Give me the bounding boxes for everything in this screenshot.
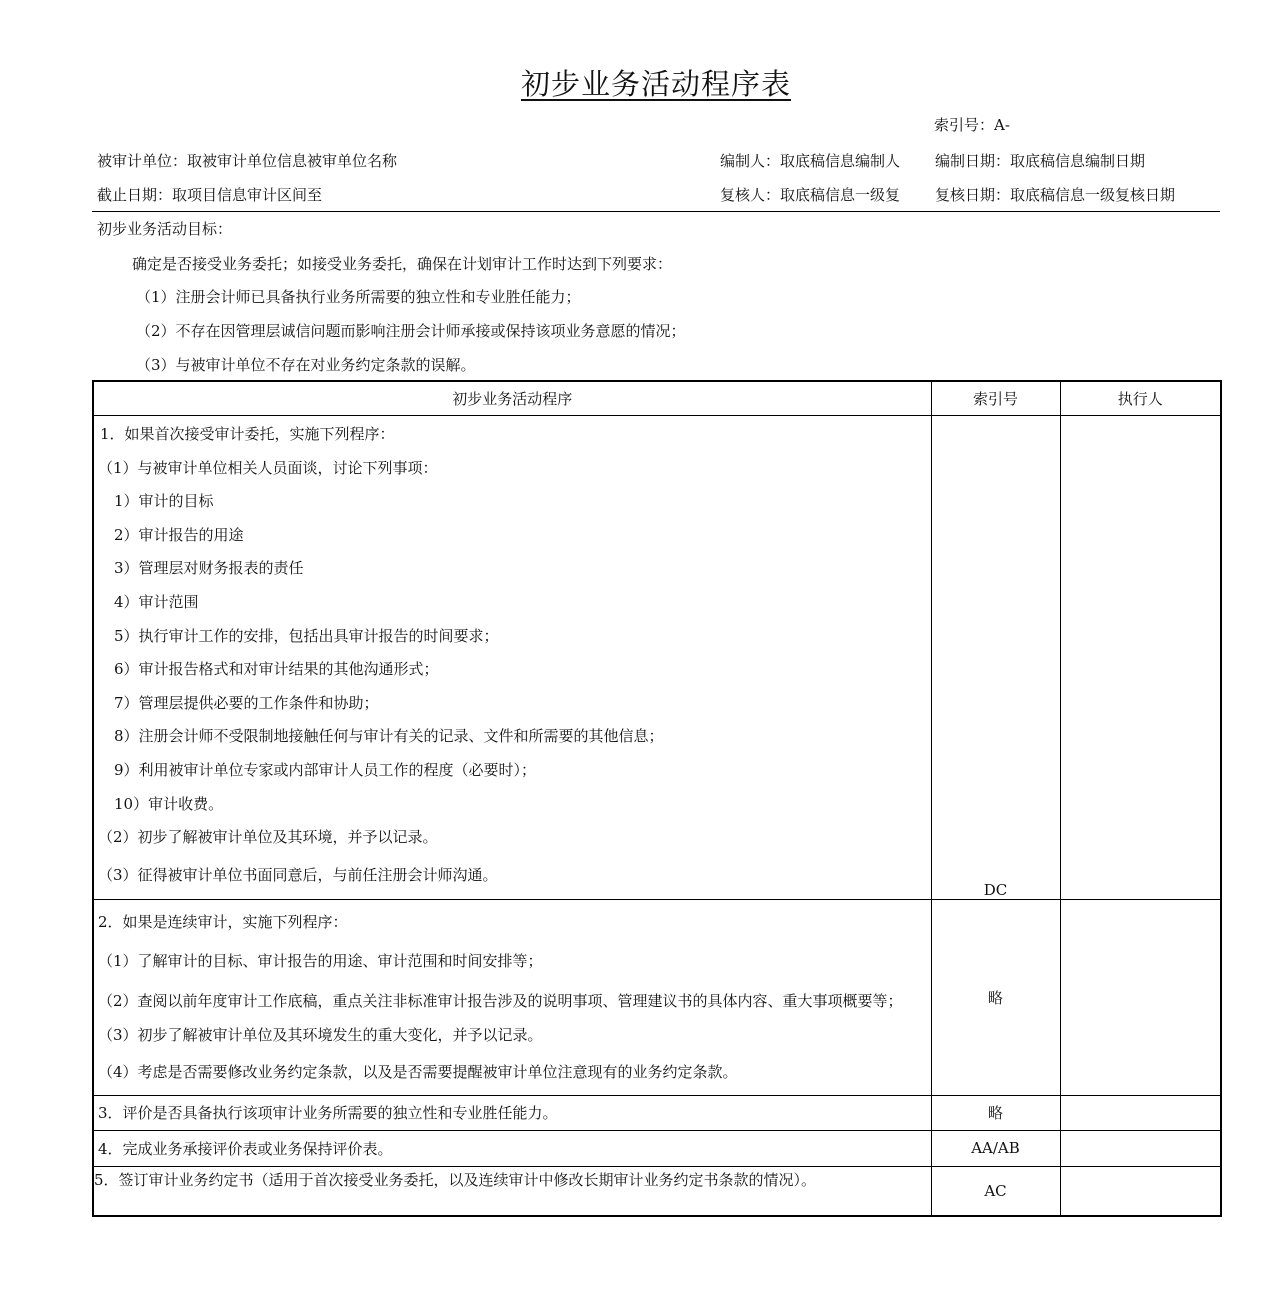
procedure-line: 8）注册会计师不受限制地接触任何与审计有关的记录、文件和所需要的其他信息；: [114, 727, 664, 746]
procedure-table: [92, 380, 1222, 1217]
procedure-line: 2．如果是连续审计，实施下列程序：: [98, 912, 348, 931]
executor-cell: [1060, 1130, 1221, 1166]
table-header-row: [93, 381, 1221, 416]
procedure-line: 9）利用被审计单位专家或内部审计人员工作的程度（必要时）；: [114, 760, 537, 779]
header-procedure: 初步业务活动程序: [93, 381, 931, 416]
procedure-line: 1）审计的目标: [114, 492, 214, 511]
procedure-line: 4）审计范围: [114, 592, 199, 611]
header-index: 索引号: [931, 381, 1060, 416]
procedure-cell: [93, 899, 931, 1095]
table-row: [93, 899, 1221, 1095]
reviewer: 复核人：取底稿信息一级复: [720, 186, 901, 204]
procedure-line: 10）审计收费。: [114, 794, 224, 813]
table-row: [93, 1166, 1221, 1216]
procedure-cell: [93, 416, 931, 900]
executor-cell: [1060, 416, 1221, 900]
procedure-line: （2）查阅以前年度审计工作底稿，重点关注非标准审计报告涉及的说明事项、管理建议书的具体内容、重大事项概要等；: [98, 991, 903, 1010]
table-row: [93, 1095, 1221, 1130]
executor-cell: [1060, 899, 1221, 1095]
table-row: [93, 416, 1221, 900]
prepare-date: 编制日期：取底稿信息编制日期: [935, 152, 1146, 170]
index-cell: AC: [931, 1166, 1060, 1216]
procedure-line: （1）与被审计单位相关人员面谈，讨论下列事项：: [98, 458, 438, 477]
review-date: 复核日期：取底稿信息一级复核日期: [935, 186, 1176, 204]
procedure-line: 6）审计报告格式和对审计结果的其他沟通形式；: [114, 660, 439, 679]
table-row: [93, 1130, 1221, 1166]
executor-cell: [1060, 1095, 1221, 1130]
procedure-line: 2）审计报告的用途: [114, 525, 244, 544]
preparer: 编制人：取底稿信息编制人: [720, 152, 901, 170]
executor-cell: [1060, 1166, 1221, 1216]
procedure-line: 3）管理层对财务报表的责任: [114, 559, 304, 578]
procedure-cell: 3．评价是否具备执行该项审计业务所需要的独立性和专业胜任能力。: [93, 1095, 931, 1130]
objective-item: （2）不存在因管理层诚信问题而影响注册会计师承接或保持该项业务意愿的情况；: [136, 322, 686, 340]
objective-heading: 初步业务活动目标：: [97, 220, 233, 238]
index-number: 索引号：A-: [934, 116, 1010, 134]
index-cell: 略: [931, 899, 1060, 1095]
index-cell: AA/AB: [931, 1130, 1060, 1166]
procedure-line: 5）执行审计工作的安排，包括出具审计报告的时间要求；: [114, 626, 499, 645]
cutoff-date: 截止日期：取项目信息审计区间至: [97, 186, 323, 204]
procedure-line: （2）初步了解被审计单位及其环境，并予以记录。: [98, 828, 438, 847]
procedure-line: （3）初步了解被审计单位及其环境发生的重大变化，并予以记录。: [98, 1025, 543, 1044]
procedure-line: （1）了解审计的目标、审计报告的用途、审计范围和时间安排等；: [98, 951, 543, 970]
procedure-line: 1．如果首次接受审计委托，实施下列程序：: [100, 425, 395, 443]
header-executor: 执行人: [1060, 381, 1221, 416]
procedure-cell: 5．签订审计业务约定书（适用于首次接受业务委托，以及连续审计中修改长期审计业务约定书条款的情况）。: [93, 1166, 931, 1216]
index-cell: 略: [931, 1095, 1060, 1130]
client-name: 被审计单位：取被审计单位信息被审单位名称: [97, 152, 398, 170]
index-cell: DC: [931, 416, 1060, 900]
procedure-line: 7）管理层提供必要的工作条件和协助；: [114, 693, 379, 712]
procedure-cell: 4．完成业务承接评价表或业务保持评价表。: [93, 1130, 931, 1166]
objective-item: （1）注册会计师已具备执行业务所需要的独立性和专业胜任能力；: [136, 288, 581, 306]
header-divider: [92, 211, 1220, 212]
objective-item: （3）与被审计单位不存在对业务约定条款的误解。: [136, 356, 476, 374]
page-title: 初步业务活动程序表: [520, 67, 791, 101]
procedure-line: （3）征得被审计单位书面同意后，与前任注册会计师沟通。: [98, 865, 498, 884]
procedure-line: （4）考虑是否需要修改业务约定条款，以及是否需要提醒被审计单位注意现有的业务约定条款。: [98, 1062, 738, 1081]
objective-intro: 确定是否接受业务委托；如接受业务委托，确保在计划审计工作时达到下列要求：: [132, 255, 673, 273]
